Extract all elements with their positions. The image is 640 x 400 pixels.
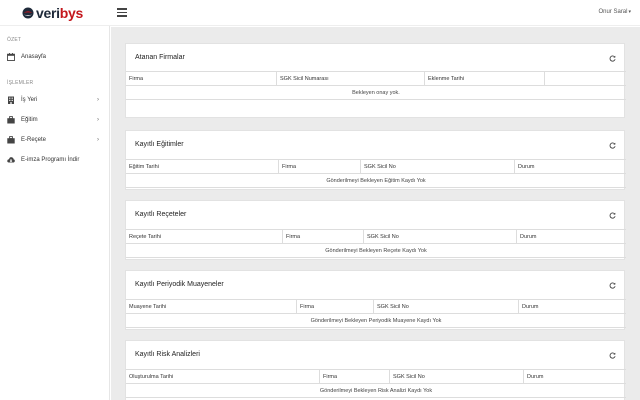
table [126, 159, 626, 188]
card-title: Kayıtlı Periyodik Muayeneler [135, 281, 224, 288]
column-header-firma[interactable]: Firma [296, 300, 373, 314]
sidebar-item-label: E-Reçete [21, 137, 47, 143]
chevron-right-icon: › [97, 97, 99, 103]
main-content [111, 27, 640, 400]
chevron-right-icon: › [97, 137, 99, 143]
sidebar-item-isyeri[interactable] [0, 93, 110, 107]
sidebar-item-erecete[interactable] [0, 133, 110, 147]
column-header-sgk[interactable]: SGK Sicil No [373, 300, 518, 314]
sidebar-item-eimza-download[interactable] [0, 153, 110, 167]
logo-text: veribys [36, 5, 83, 21]
column-header-eklenme[interactable]: Eklenme Tarihi [424, 72, 544, 86]
table-header [126, 300, 626, 314]
card-atanan-firmalar [125, 43, 625, 118]
column-header-firma[interactable]: Firma [129, 76, 144, 82]
column-header-sgk[interactable]: SGK Sicil Numarası [276, 72, 424, 86]
briefcase-icon [7, 116, 15, 124]
column-header-actions [544, 72, 626, 86]
card-kayitli-risk-analizleri [125, 340, 625, 400]
refresh-icon[interactable] [609, 282, 616, 289]
logo-icon [22, 7, 34, 19]
column-header-olusturulma-tarihi[interactable]: Oluşturulma Tarihi [129, 374, 174, 380]
table-header [126, 72, 626, 86]
building-icon [7, 96, 15, 104]
sidebar-section-summary: ÖZET [7, 37, 22, 43]
card-title: Kayıtlı Risk Analizleri [135, 351, 200, 358]
sidebar-section-ops: İŞLEMLER [7, 80, 34, 86]
table-empty-message: Gönderilmeyi Bekleyen Risk Analizi Kaydı Yok [126, 384, 626, 398]
refresh-icon[interactable] [609, 352, 616, 359]
sidebar-item-label: Eğitim [21, 117, 38, 123]
card-title: Kayıtlı Eğitimler [135, 141, 184, 148]
table [126, 369, 626, 398]
column-header-firma[interactable]: Firma [278, 160, 360, 174]
column-header-muayene-tarihi[interactable]: Muayene Tarihi [129, 304, 167, 310]
column-header-sgk[interactable]: SGK Sicil No [360, 160, 514, 174]
chevron-down-icon: ▾ [628, 9, 631, 15]
sidebar [0, 26, 110, 400]
logo[interactable] [22, 5, 83, 21]
table-empty-message: Bekleyen onay yok. [126, 86, 626, 100]
card-kayitli-receteler [125, 200, 625, 260]
table [126, 71, 626, 100]
column-header-sgk[interactable]: SGK Sicil No [363, 230, 516, 244]
refresh-icon[interactable] [609, 55, 616, 62]
card-kayitli-periyodik-muayeneler [125, 270, 625, 330]
sidebar-item-label: E-imza Programı İndir [21, 157, 80, 163]
column-header-durum[interactable]: Durum [523, 370, 626, 384]
column-header-firma[interactable]: Firma [319, 370, 389, 384]
table-empty-message: Gönderilmeyi Bekleyen Eğitim Kaydı Yok [126, 174, 626, 188]
refresh-icon[interactable] [609, 212, 616, 219]
column-header-sgk[interactable]: SGK Sicil No [389, 370, 523, 384]
column-header-durum[interactable]: Durum [514, 160, 626, 174]
table [126, 229, 626, 258]
card-title: Atanan Firmalar [135, 54, 185, 61]
sidebar-item-home[interactable] [0, 50, 110, 64]
table-empty-message: Gönderilmeyi Bekleyen Periyodik Muayene Kaydı Yok [126, 314, 626, 328]
table-header [126, 370, 626, 384]
column-header-firma[interactable]: Firma [282, 230, 363, 244]
top-bar [0, 0, 640, 26]
cloud-download-icon [7, 156, 15, 164]
table [126, 299, 626, 328]
user-name: Onur Saral [598, 9, 628, 15]
sidebar-item-label: Anasayfa [21, 54, 47, 60]
sidebar-item-egitim[interactable] [0, 113, 110, 127]
menu-toggle-icon[interactable] [117, 8, 127, 17]
sidebar-item-label: İş Yeri [21, 97, 38, 103]
table-header [126, 230, 626, 244]
card-title: Kayıtlı Reçeteler [135, 211, 187, 218]
refresh-icon[interactable] [609, 142, 616, 149]
card-kayitli-egitimler [125, 130, 625, 190]
table-empty-message: Gönderilmeyi Bekleyen Reçete Kaydı Yok [126, 244, 626, 258]
column-header-egitim-tarihi[interactable]: Eğitim Tarihi [129, 164, 159, 170]
user-menu[interactable] [598, 9, 631, 15]
column-header-durum[interactable]: Durum [518, 300, 626, 314]
column-header-durum[interactable]: Durum [516, 230, 626, 244]
column-header-recete-tarihi[interactable]: Reçete Tarihi [129, 234, 161, 240]
chevron-right-icon: › [97, 117, 99, 123]
table-header [126, 160, 626, 174]
briefcase-icon [7, 136, 15, 144]
calendar-icon [7, 53, 15, 61]
